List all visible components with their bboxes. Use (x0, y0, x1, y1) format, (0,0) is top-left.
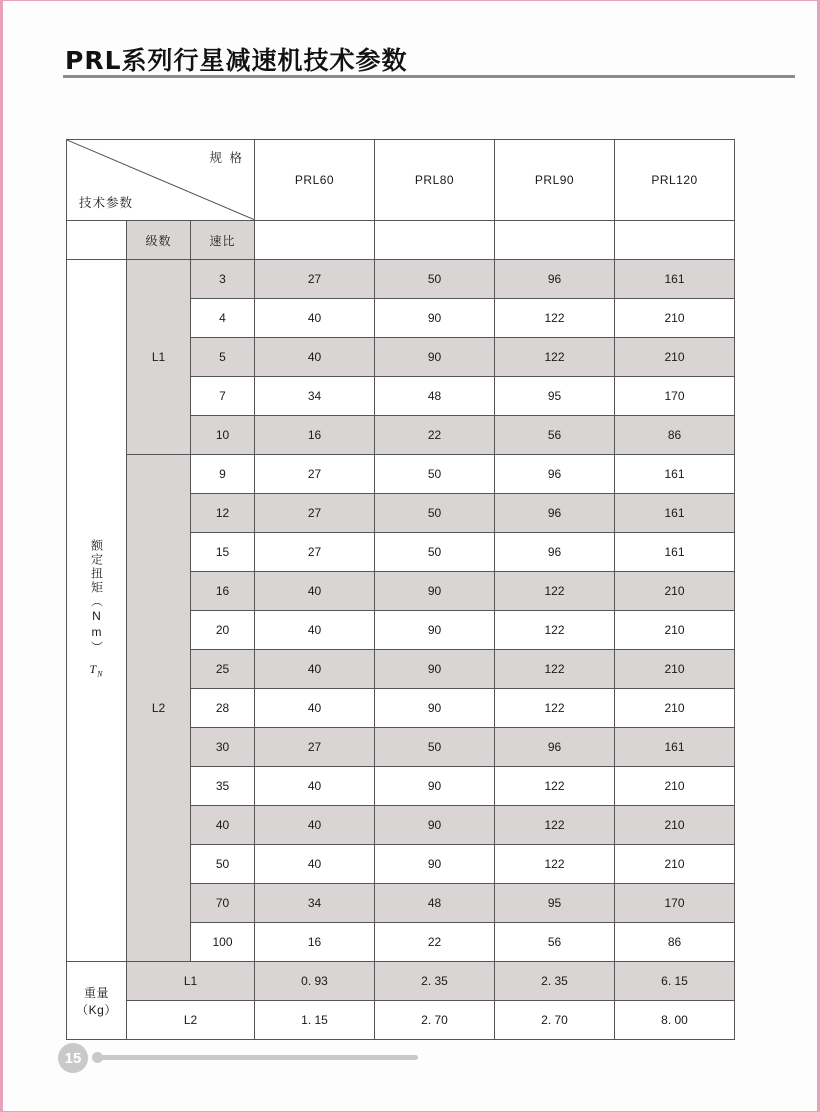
torque-cell-prl90: 96 (495, 728, 615, 767)
torque-cell-prl120: 86 (615, 416, 735, 455)
weight-stage-cell: L1 (127, 962, 255, 1001)
ratio-cell: 7 (191, 377, 255, 416)
weight-cell-prl60: 1. 15 (255, 1001, 375, 1040)
table-row (67, 1001, 735, 1040)
column-header-prl90: PRL90 (495, 140, 615, 221)
weight-label: 重量（Kg） (67, 962, 127, 1040)
torque-cell-prl120: 86 (615, 923, 735, 962)
torque-cell-prl60: 40 (255, 299, 375, 338)
table-row (67, 455, 735, 494)
spec-table (66, 139, 735, 1040)
torque-cell-prl80: 90 (375, 845, 495, 884)
torque-cell-prl120: 210 (615, 767, 735, 806)
torque-cell-prl120: 210 (615, 572, 735, 611)
torque-cell-prl90: 122 (495, 338, 615, 377)
torque-cell-prl120: 210 (615, 845, 735, 884)
torque-cell-prl120: 210 (615, 299, 735, 338)
page-header (3, 23, 817, 81)
rated-torque-symbol: $T_N$ (89, 661, 104, 679)
page-title: PRL系列行星减速机技术参数 (65, 46, 408, 75)
torque-cell-prl90: 96 (495, 533, 615, 572)
torque-cell-prl80: 48 (375, 377, 495, 416)
subheader-spacer-3 (495, 221, 615, 260)
torque-cell-prl120: 161 (615, 455, 735, 494)
torque-cell-prl80: 50 (375, 455, 495, 494)
ratio-cell: 28 (191, 689, 255, 728)
ratio-cell: 4 (191, 299, 255, 338)
torque-cell-prl90: 122 (495, 767, 615, 806)
weight-cell-prl60: 0. 93 (255, 962, 375, 1001)
torque-cell-prl120: 170 (615, 377, 735, 416)
torque-cell-prl80: 90 (375, 572, 495, 611)
stage-cell-l1: L1 (127, 260, 191, 455)
ratio-cell: 35 (191, 767, 255, 806)
ratio-cell: 5 (191, 338, 255, 377)
torque-cell-prl60: 34 (255, 884, 375, 923)
torque-cell-prl90: 96 (495, 494, 615, 533)
torque-cell-prl60: 27 (255, 728, 375, 767)
rated-torque-label (67, 260, 127, 962)
subheader-spacer-2 (375, 221, 495, 260)
column-header-prl60: PRL60 (255, 140, 375, 221)
weight-cell-prl80: 2. 70 (375, 1001, 495, 1040)
torque-cell-prl90: 122 (495, 611, 615, 650)
ratio-cell: 9 (191, 455, 255, 494)
footer-bar (98, 1055, 418, 1060)
ratio-cell: 30 (191, 728, 255, 767)
weight-cell-prl90: 2. 35 (495, 962, 615, 1001)
torque-cell-prl60: 16 (255, 416, 375, 455)
ratio-cell: 100 (191, 923, 255, 962)
subheader-spacer-1 (255, 221, 375, 260)
torque-cell-prl60: 27 (255, 260, 375, 299)
torque-cell-prl90: 122 (495, 689, 615, 728)
torque-cell-prl90: 122 (495, 806, 615, 845)
subheader-spacer-4 (615, 221, 735, 260)
table-row (67, 260, 735, 299)
subheader-ratio: 速比 (191, 221, 255, 260)
torque-cell-prl120: 210 (615, 338, 735, 377)
torque-cell-prl80: 90 (375, 338, 495, 377)
spec-table-body (67, 140, 735, 1040)
torque-cell-prl90: 56 (495, 416, 615, 455)
torque-cell-prl60: 40 (255, 338, 375, 377)
torque-cell-prl90: 96 (495, 260, 615, 299)
torque-cell-prl60: 16 (255, 923, 375, 962)
table-row (67, 962, 735, 1001)
page-number: 15 (58, 1043, 88, 1073)
torque-cell-prl60: 40 (255, 767, 375, 806)
corner-param-label: 技术参数 (79, 196, 134, 210)
ratio-cell: 25 (191, 650, 255, 689)
subheader-stages: 级数 (127, 221, 191, 260)
torque-cell-prl90: 122 (495, 845, 615, 884)
ratio-cell: 70 (191, 884, 255, 923)
torque-cell-prl90: 96 (495, 455, 615, 494)
subheader-blank (67, 221, 127, 260)
weight-cell-prl80: 2. 35 (375, 962, 495, 1001)
torque-cell-prl120: 210 (615, 611, 735, 650)
torque-cell-prl90: 95 (495, 377, 615, 416)
torque-cell-prl60: 40 (255, 650, 375, 689)
torque-cell-prl120: 161 (615, 533, 735, 572)
torque-cell-prl60: 40 (255, 806, 375, 845)
ratio-cell: 40 (191, 806, 255, 845)
ratio-cell: 15 (191, 533, 255, 572)
page-footer (58, 1043, 768, 1073)
torque-cell-prl80: 48 (375, 884, 495, 923)
torque-cell-prl90: 56 (495, 923, 615, 962)
weight-cell-prl90: 2. 70 (495, 1001, 615, 1040)
torque-cell-prl80: 90 (375, 299, 495, 338)
ratio-cell: 50 (191, 845, 255, 884)
rated-torque-label-text: 额定扭矩（Nm） (89, 538, 104, 655)
column-header-prl120: PRL120 (615, 140, 735, 221)
torque-cell-prl80: 50 (375, 260, 495, 299)
torque-cell-prl80: 90 (375, 611, 495, 650)
spec-table-container (66, 139, 734, 1040)
torque-cell-prl80: 50 (375, 728, 495, 767)
torque-cell-prl120: 161 (615, 728, 735, 767)
table-subheader-row (67, 221, 735, 260)
torque-cell-prl90: 122 (495, 650, 615, 689)
weight-cell-prl120: 8. 00 (615, 1001, 735, 1040)
weight-stage-cell: L2 (127, 1001, 255, 1040)
torque-cell-prl60: 34 (255, 377, 375, 416)
torque-cell-prl80: 22 (375, 416, 495, 455)
table-header-row (67, 140, 735, 221)
torque-cell-prl120: 161 (615, 494, 735, 533)
torque-cell-prl80: 22 (375, 923, 495, 962)
torque-cell-prl80: 90 (375, 650, 495, 689)
torque-cell-prl60: 27 (255, 455, 375, 494)
torque-cell-prl120: 210 (615, 689, 735, 728)
torque-cell-prl120: 170 (615, 884, 735, 923)
torque-cell-prl120: 161 (615, 260, 735, 299)
torque-cell-prl80: 90 (375, 806, 495, 845)
torque-cell-prl120: 210 (615, 650, 735, 689)
torque-cell-prl60: 40 (255, 611, 375, 650)
corner-spec-label: 规 格 (209, 151, 245, 165)
ratio-cell: 20 (191, 611, 255, 650)
weight-cell-prl120: 6. 15 (615, 962, 735, 1001)
torque-cell-prl60: 27 (255, 494, 375, 533)
torque-cell-prl80: 90 (375, 767, 495, 806)
torque-cell-prl120: 210 (615, 806, 735, 845)
ratio-cell: 12 (191, 494, 255, 533)
column-header-prl80: PRL80 (375, 140, 495, 221)
torque-cell-prl60: 40 (255, 572, 375, 611)
torque-cell-prl60: 27 (255, 533, 375, 572)
torque-cell-prl80: 50 (375, 533, 495, 572)
torque-cell-prl60: 40 (255, 845, 375, 884)
torque-cell-prl90: 95 (495, 884, 615, 923)
stage-cell-l2: L2 (127, 455, 191, 962)
torque-cell-prl90: 122 (495, 572, 615, 611)
torque-cell-prl60: 40 (255, 689, 375, 728)
ratio-cell: 10 (191, 416, 255, 455)
torque-cell-prl80: 90 (375, 689, 495, 728)
corner-header-cell (67, 140, 255, 221)
torque-cell-prl90: 122 (495, 299, 615, 338)
header-divider (63, 75, 795, 78)
ratio-cell: 16 (191, 572, 255, 611)
ratio-cell: 3 (191, 260, 255, 299)
torque-cell-prl80: 50 (375, 494, 495, 533)
